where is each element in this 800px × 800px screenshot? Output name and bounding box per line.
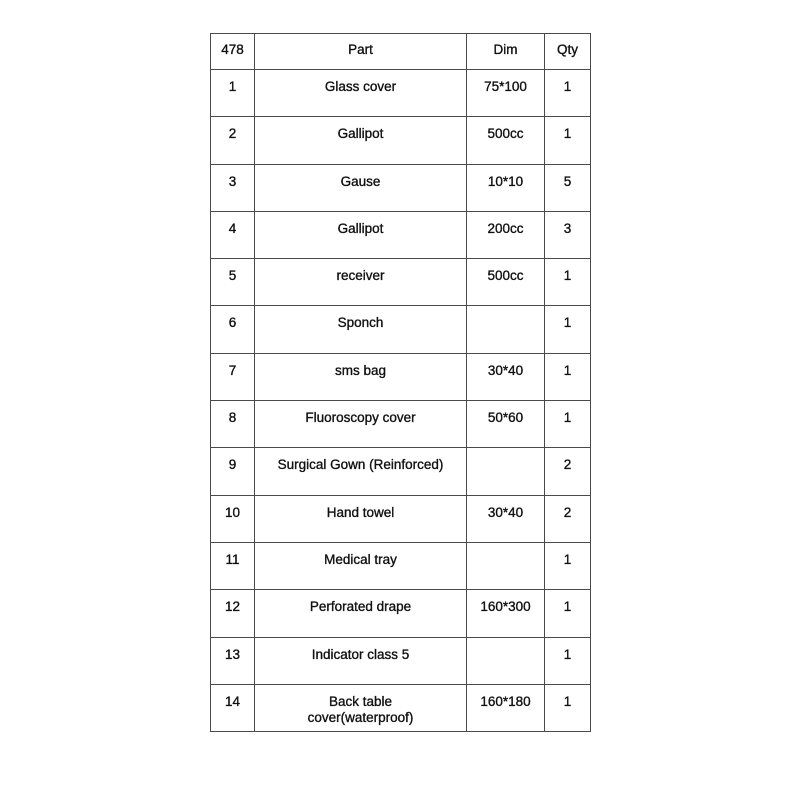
row-number: 14 bbox=[211, 684, 255, 731]
row-dim bbox=[467, 542, 545, 589]
row-part-line: cover(waterproof) bbox=[307, 709, 414, 725]
row-part: Fluoroscopy cover bbox=[255, 401, 467, 448]
row-dim: 500cc bbox=[467, 117, 545, 164]
row-dim: 160*300 bbox=[467, 590, 545, 637]
row-dim: 30*40 bbox=[467, 495, 545, 542]
row-part: Glass cover bbox=[255, 70, 467, 117]
row-qty: 1 bbox=[545, 637, 591, 684]
header-part: Part bbox=[255, 34, 467, 70]
row-dim bbox=[467, 637, 545, 684]
table-row bbox=[211, 448, 591, 495]
row-dim: 75*100 bbox=[467, 70, 545, 117]
row-number: 5 bbox=[211, 259, 255, 306]
row-part bbox=[255, 684, 467, 731]
header-number: 478 bbox=[211, 34, 255, 70]
row-dim bbox=[467, 306, 545, 353]
parts-table bbox=[210, 33, 591, 732]
table-row bbox=[211, 211, 591, 258]
row-part: Surgical Gown (Reinforced) bbox=[255, 448, 467, 495]
table-row bbox=[211, 637, 591, 684]
row-dim: 160*180 bbox=[467, 684, 545, 731]
row-part: Perforated drape bbox=[255, 590, 467, 637]
table-row bbox=[211, 542, 591, 589]
row-part: sms bag bbox=[255, 353, 467, 400]
row-qty: 3 bbox=[545, 211, 591, 258]
row-dim bbox=[467, 448, 545, 495]
table-row bbox=[211, 495, 591, 542]
table-row bbox=[211, 70, 591, 117]
table-row bbox=[211, 306, 591, 353]
row-qty: 1 bbox=[545, 401, 591, 448]
row-number: 8 bbox=[211, 401, 255, 448]
row-dim: 10*10 bbox=[467, 164, 545, 211]
row-part: Indicator class 5 bbox=[255, 637, 467, 684]
row-qty: 1 bbox=[545, 70, 591, 117]
header-row bbox=[211, 34, 591, 70]
table-row bbox=[211, 684, 591, 731]
table-row bbox=[211, 117, 591, 164]
row-number: 2 bbox=[211, 117, 255, 164]
row-part: Gallipot bbox=[255, 117, 467, 164]
row-qty: 1 bbox=[545, 259, 591, 306]
header-dim: Dim bbox=[467, 34, 545, 70]
row-number: 9 bbox=[211, 448, 255, 495]
table-row bbox=[211, 353, 591, 400]
row-part: Gause bbox=[255, 164, 467, 211]
row-number: 4 bbox=[211, 211, 255, 258]
row-dim: 30*40 bbox=[467, 353, 545, 400]
row-number: 6 bbox=[211, 306, 255, 353]
row-qty: 5 bbox=[545, 164, 591, 211]
row-qty: 1 bbox=[545, 684, 591, 731]
row-part: Gallipot bbox=[255, 211, 467, 258]
row-qty: 1 bbox=[545, 542, 591, 589]
table-row bbox=[211, 164, 591, 211]
row-qty: 1 bbox=[545, 353, 591, 400]
row-dim: 500cc bbox=[467, 259, 545, 306]
row-number: 7 bbox=[211, 353, 255, 400]
row-number: 3 bbox=[211, 164, 255, 211]
row-qty: 1 bbox=[545, 117, 591, 164]
row-qty: 2 bbox=[545, 448, 591, 495]
row-qty: 1 bbox=[545, 590, 591, 637]
row-part: Medical tray bbox=[255, 542, 467, 589]
row-dim: 200cc bbox=[467, 211, 545, 258]
row-dim: 50*60 bbox=[467, 401, 545, 448]
row-part: Sponch bbox=[255, 306, 467, 353]
table-row bbox=[211, 401, 591, 448]
row-qty: 2 bbox=[545, 495, 591, 542]
row-number: 12 bbox=[211, 590, 255, 637]
header-qty: Qty bbox=[545, 34, 591, 70]
row-number: 1 bbox=[211, 70, 255, 117]
row-number: 10 bbox=[211, 495, 255, 542]
row-qty: 1 bbox=[545, 306, 591, 353]
row-part: receiver bbox=[255, 259, 467, 306]
row-number: 11 bbox=[211, 542, 255, 589]
table-row bbox=[211, 590, 591, 637]
table-row bbox=[211, 259, 591, 306]
row-number: 13 bbox=[211, 637, 255, 684]
row-part: Hand towel bbox=[255, 495, 467, 542]
row-part-line: Back table bbox=[328, 693, 393, 709]
